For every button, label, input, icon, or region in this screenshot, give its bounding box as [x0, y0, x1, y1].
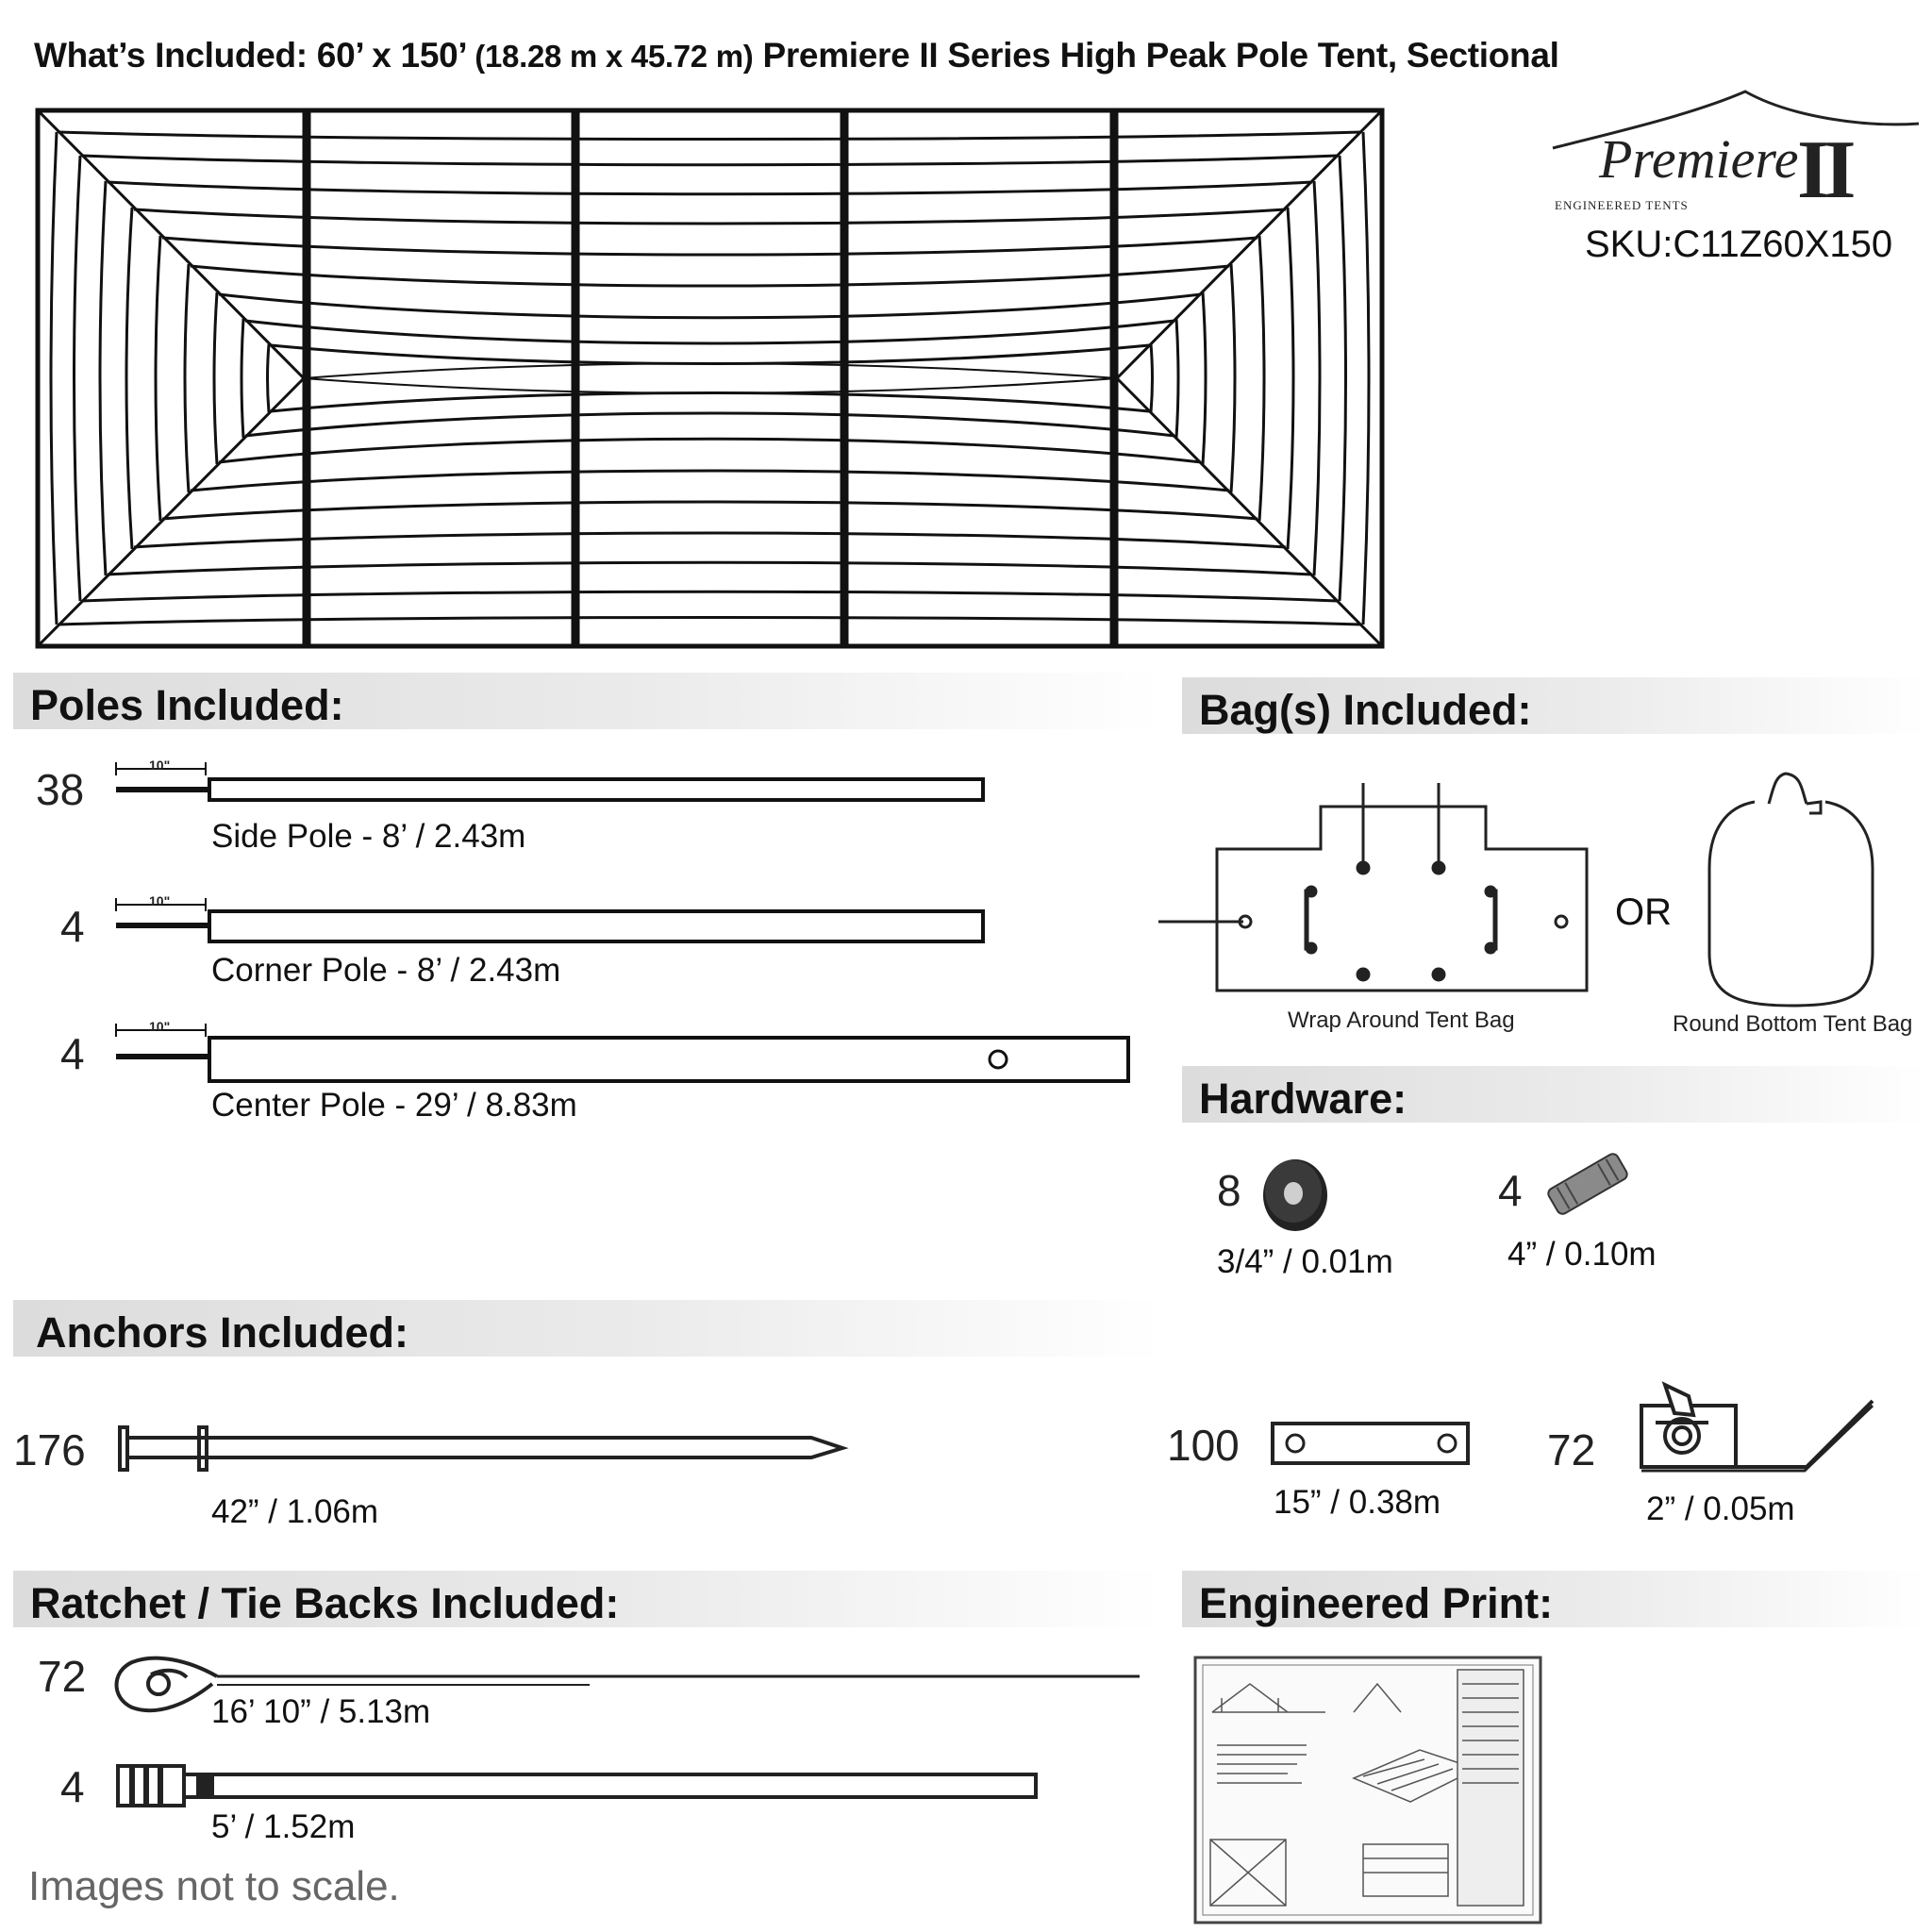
center-pole-pin-dim: 10" — [149, 1019, 171, 1034]
title-main: What’s Included: 60’ x 150’ — [34, 36, 466, 75]
pipe-nipple-label: 4” / 0.10m — [1507, 1236, 1657, 1273]
center-pole-label: Center Pole - 29’ / 8.83m — [211, 1087, 577, 1124]
section-ratchets: Ratchet / Tie Backs Included: — [13, 1571, 1164, 1627]
or-separator: OR — [1615, 891, 1672, 933]
washer-qty: 8 — [1217, 1166, 1241, 1215]
stake-label: 42” / 1.06m — [211, 1493, 379, 1530]
title-rest: Premiere II Series High Peak Pole Tent, Sectional — [762, 36, 1559, 75]
section-poles: Poles Included: — [13, 673, 1164, 729]
ratchet-strap-qty: 4 — [60, 1762, 85, 1811]
corner-pole-label: Corner Pole - 8’ / 2.43m — [211, 952, 561, 989]
tie-back-label: 16’ 10” / 5.13m — [211, 1693, 431, 1730]
section-anchors: Anchors Included: — [13, 1300, 1164, 1357]
side-pole-pin-dim: 10" — [149, 758, 171, 773]
washer-label: 3/4” / 0.01m — [1217, 1243, 1393, 1280]
sku-label: SKU:C11Z60X150 — [1585, 224, 1893, 265]
strap-plate-label: 15” / 0.38m — [1274, 1484, 1441, 1521]
side-pole-label: Side Pole - 8’ / 2.43m — [211, 818, 526, 855]
wrap-around-bag-label: Wrap Around Tent Bag — [1288, 1008, 1515, 1033]
pipe-nipple-qty: 4 — [1498, 1166, 1523, 1215]
scale-note: Images not to scale. — [28, 1863, 400, 1909]
pole-qty: 4 — [60, 902, 85, 951]
title-metric: (18.28 m x 45.72 m) — [475, 39, 754, 74]
stake-qty: 176 — [13, 1425, 86, 1474]
logo-wordmark: Premiere — [1599, 128, 1799, 190]
pole-qty: 4 — [60, 1029, 85, 1078]
corner-pole-pin-dim: 10" — [149, 893, 171, 908]
pole-qty: 38 — [36, 765, 85, 814]
tie-back-qty: 72 — [38, 1652, 87, 1701]
section-bags: Bag(s) Included: — [1182, 677, 1927, 734]
strap-plate-qty: 100 — [1167, 1421, 1240, 1470]
ratchet-anchor-label: 2” / 0.05m — [1646, 1491, 1795, 1527]
ratchet-anchor-qty: 72 — [1547, 1425, 1596, 1474]
round-bottom-bag-label: Round Bottom Tent Bag — [1673, 1011, 1913, 1037]
section-engineered-print: Engineered Print: — [1182, 1571, 1927, 1627]
logo-subtext: ENGINEERED TENTS — [1555, 198, 1689, 212]
ratchet-strap-label: 5’ / 1.52m — [211, 1808, 356, 1845]
engineered-print-thumbnail — [1193, 1656, 1542, 1924]
section-hardware: Hardware: — [1182, 1066, 1927, 1123]
logo-numeral: II — [1797, 125, 1851, 216]
